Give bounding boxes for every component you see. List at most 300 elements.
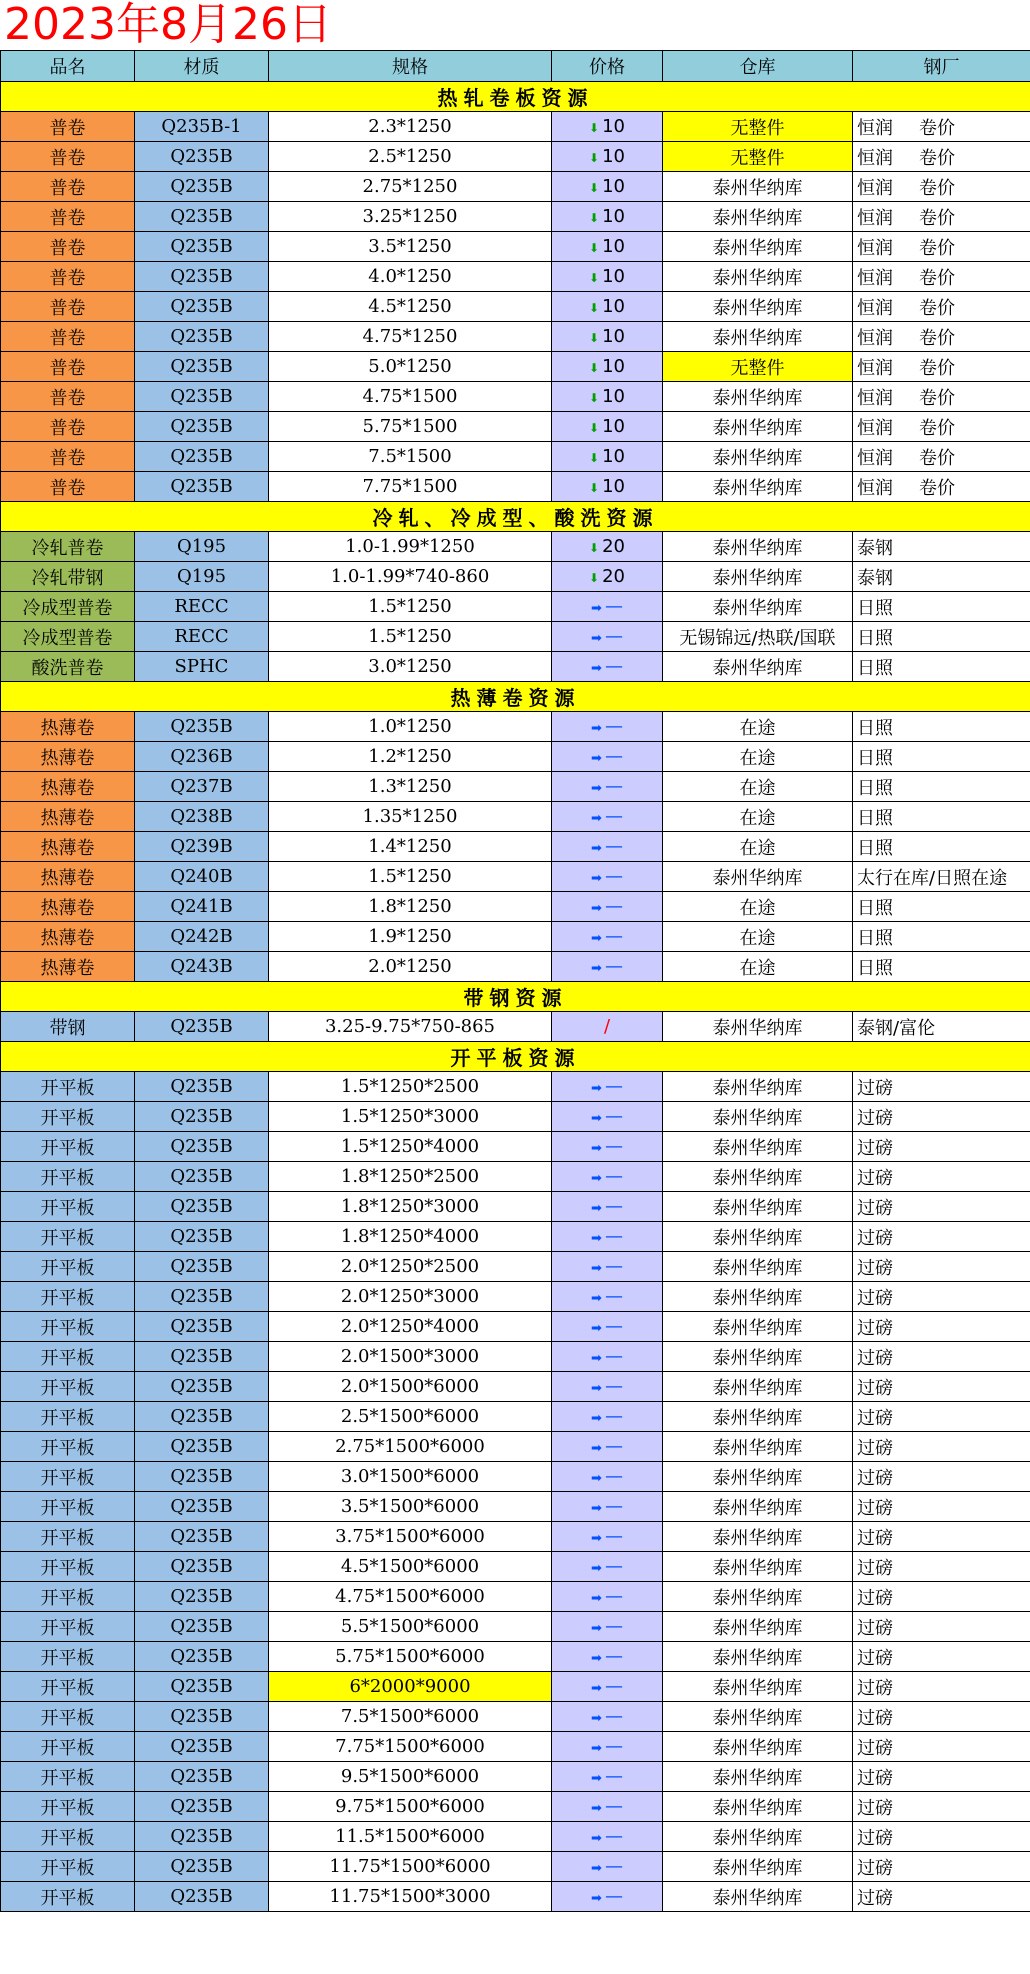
arrow-right-icon: ➡ xyxy=(591,631,602,646)
spec-cell: 3.0*1500*6000 xyxy=(269,1462,552,1492)
price-cell xyxy=(552,1582,663,1612)
spec-cell: 9.5*1500*6000 xyxy=(269,1762,552,1792)
warehouse-cell: 泰州华纳库 xyxy=(663,1432,853,1462)
mill-name: 恒润 xyxy=(857,117,893,139)
table-row xyxy=(1,592,1030,622)
mill-name: 过磅 xyxy=(857,1197,893,1219)
price-cell xyxy=(552,1732,663,1762)
header-row xyxy=(1,51,1030,82)
material-cell: Q236B xyxy=(135,742,269,772)
table-row xyxy=(1,1342,1030,1372)
price-cell xyxy=(552,532,663,562)
table-row xyxy=(1,1522,1030,1552)
mill-cell xyxy=(853,1012,1030,1042)
spec-cell: 2.0*1250*4000 xyxy=(269,1312,552,1342)
product-name-cell: 开平板 xyxy=(1,1882,135,1912)
price-change-value: 10 xyxy=(602,446,625,467)
spec-cell: 7.75*1500*6000 xyxy=(269,1732,552,1762)
price-cell xyxy=(552,352,663,382)
spec-cell: 1.0*1250 xyxy=(269,712,552,742)
material-cell: Q235B xyxy=(135,1582,269,1612)
spec-cell: 1.9*1250 xyxy=(269,922,552,952)
table-row xyxy=(1,892,1030,922)
price-change-value: — xyxy=(604,896,623,917)
warehouse-cell: 泰州华纳库 xyxy=(663,1522,853,1552)
table-row xyxy=(1,532,1030,562)
product-name-cell: 开平板 xyxy=(1,1192,135,1222)
mill-cell xyxy=(853,382,1030,412)
arrow-down-icon: ⬇ xyxy=(589,331,600,345)
warehouse-cell: 泰州华纳库 xyxy=(663,262,853,292)
price-cell xyxy=(552,862,663,892)
price-change-value: — xyxy=(604,776,623,797)
mill-name: 过磅 xyxy=(857,1077,893,1099)
table-row xyxy=(1,1492,1030,1522)
mill-cell xyxy=(853,1072,1030,1102)
material-cell: Q235B xyxy=(135,1852,269,1882)
warehouse-cell: 泰州华纳库 xyxy=(663,1162,853,1192)
material-cell: Q195 xyxy=(135,562,269,592)
warehouse-cell: 泰州华纳库 xyxy=(663,1072,853,1102)
table-row xyxy=(1,1012,1030,1042)
spec-cell: 3.5*1500*6000 xyxy=(269,1492,552,1522)
arrow-right-icon: ➡ xyxy=(591,1411,602,1426)
price-change-value: — xyxy=(604,1376,623,1397)
mill-name: 恒润 xyxy=(857,327,893,349)
price-change-value: 20 xyxy=(602,536,625,557)
mill-cell xyxy=(853,1312,1030,1342)
arrow-right-icon: ➡ xyxy=(591,1591,602,1606)
arrow-right-icon: ➡ xyxy=(591,1351,602,1366)
table-body xyxy=(1,82,1030,1912)
warehouse-cell: 在途 xyxy=(663,952,853,982)
section-header xyxy=(1,82,1030,112)
material-cell: Q238B xyxy=(135,802,269,832)
mill-cell xyxy=(853,1552,1030,1582)
spec-cell: 9.75*1500*6000 xyxy=(269,1792,552,1822)
price-change-value: 10 xyxy=(602,176,625,197)
price-change-value: — xyxy=(604,1166,623,1187)
warehouse-cell: 泰州华纳库 xyxy=(663,412,853,442)
spec-cell: 7.5*1500 xyxy=(269,442,552,472)
material-cell: Q235B xyxy=(135,1642,269,1672)
table-row xyxy=(1,1582,1030,1612)
mill-name: 过磅 xyxy=(857,1707,893,1729)
arrow-right-icon: ➡ xyxy=(591,1471,602,1486)
material-cell: Q235B-1 xyxy=(135,112,269,142)
spec-cell: 1.0-1.99*740-860 xyxy=(269,562,552,592)
material-cell: Q235B xyxy=(135,1792,269,1822)
price-cell xyxy=(552,1072,663,1102)
warehouse-cell: 泰州华纳库 xyxy=(663,1732,853,1762)
product-name-cell: 开平板 xyxy=(1,1552,135,1582)
product-name-cell: 热薄卷 xyxy=(1,712,135,742)
price-cell xyxy=(552,1132,663,1162)
spec-cell: 5.75*1500*6000 xyxy=(269,1642,552,1672)
price-cell xyxy=(552,1252,663,1282)
mill-name: 日照 xyxy=(857,747,893,769)
product-name-cell: 开平板 xyxy=(1,1282,135,1312)
warehouse-cell: 泰州华纳库 xyxy=(663,1762,853,1792)
warehouse-cell: 泰州华纳库 xyxy=(663,1342,853,1372)
price-cell xyxy=(552,1762,663,1792)
price-change-value: — xyxy=(604,1076,623,1097)
price-change-value: — xyxy=(604,1766,623,1787)
material-cell: Q241B xyxy=(135,892,269,922)
mill-cell xyxy=(853,862,1030,892)
price-cell xyxy=(552,1882,663,1912)
material-cell: RECC xyxy=(135,622,269,652)
material-cell: Q235B xyxy=(135,472,269,502)
mill-cell xyxy=(853,1282,1030,1312)
table-row xyxy=(1,1672,1030,1702)
material-cell: Q235B xyxy=(135,1012,269,1042)
arrow-down-icon: ⬇ xyxy=(589,361,600,375)
warehouse-cell: 在途 xyxy=(663,892,853,922)
arrow-down-icon: ⬇ xyxy=(589,541,600,555)
table-row xyxy=(1,652,1030,682)
product-name-cell: 普卷 xyxy=(1,442,135,472)
section-title: 热薄卷资源 xyxy=(1,682,1030,712)
warehouse-cell: 泰州华纳库 xyxy=(663,1492,853,1522)
section-title: 开平板资源 xyxy=(1,1042,1030,1072)
spec-cell: 1.3*1250 xyxy=(269,772,552,802)
arrow-right-icon: ➡ xyxy=(591,1891,602,1906)
material-cell: Q235B xyxy=(135,1732,269,1762)
price-cell xyxy=(552,1852,663,1882)
price-change-value: — xyxy=(604,806,623,827)
mill-cell xyxy=(853,922,1030,952)
material-cell: Q237B xyxy=(135,772,269,802)
price-cell xyxy=(552,1312,663,1342)
material-cell: Q242B xyxy=(135,922,269,952)
arrow-right-icon: ➡ xyxy=(591,1171,602,1186)
mill-name: 过磅 xyxy=(857,1347,893,1369)
price-cell xyxy=(552,202,663,232)
price-change-value: 10 xyxy=(602,266,625,287)
spec-cell: 3.25*1250 xyxy=(269,202,552,232)
price-change-value: 10 xyxy=(602,236,625,257)
mill-name: 过磅 xyxy=(857,1437,893,1459)
warehouse-cell: 泰州华纳库 xyxy=(663,1012,853,1042)
mill-name: 日照 xyxy=(857,657,893,679)
mill-cell xyxy=(853,202,1030,232)
price-cell xyxy=(552,1492,663,1522)
material-cell: Q235B xyxy=(135,1822,269,1852)
table-row xyxy=(1,1552,1030,1582)
material-cell: Q240B xyxy=(135,862,269,892)
table-row xyxy=(1,1372,1030,1402)
price-cell xyxy=(552,802,663,832)
price-change-value: — xyxy=(604,836,623,857)
price-change-value: 10 xyxy=(602,116,625,137)
product-name-cell: 冷轧带钢 xyxy=(1,562,135,592)
material-cell: Q235B xyxy=(135,1402,269,1432)
arrow-down-icon: ⬇ xyxy=(589,151,600,165)
warehouse-cell: 泰州华纳库 xyxy=(663,172,853,202)
price-cell xyxy=(552,922,663,952)
table-row xyxy=(1,112,1030,142)
price-cell xyxy=(552,562,663,592)
mill-cell xyxy=(853,1732,1030,1762)
mill-name: 过磅 xyxy=(857,1587,893,1609)
material-cell: Q235B xyxy=(135,1612,269,1642)
spec-cell: 11.5*1500*6000 xyxy=(269,1822,552,1852)
mill-cell xyxy=(853,262,1030,292)
mill-note: 卷价 xyxy=(919,207,955,229)
price-cell xyxy=(552,1432,663,1462)
material-cell: Q235B xyxy=(135,1702,269,1732)
spec-cell: 3.25-9.75*750-865 xyxy=(269,1012,552,1042)
arrow-right-icon: ➡ xyxy=(591,1381,602,1396)
product-name-cell: 普卷 xyxy=(1,112,135,142)
warehouse-cell: 泰州华纳库 xyxy=(663,592,853,622)
arrow-right-icon: ➡ xyxy=(591,1831,602,1846)
spec-cell: 2.5*1500*6000 xyxy=(269,1402,552,1432)
arrow-right-icon: ➡ xyxy=(591,1441,602,1456)
mill-cell xyxy=(853,442,1030,472)
section-header xyxy=(1,982,1030,1012)
mill-name: 日照 xyxy=(857,597,893,619)
material-cell: Q235B xyxy=(135,1342,269,1372)
price-change-value: 10 xyxy=(602,386,625,407)
mill-cell xyxy=(853,1432,1030,1462)
price-change-value: — xyxy=(604,1616,623,1637)
mill-name: 过磅 xyxy=(857,1767,893,1789)
mill-name: 过磅 xyxy=(857,1527,893,1549)
mill-name: 过磅 xyxy=(857,1407,893,1429)
price-cell xyxy=(552,712,663,742)
steel-price-table xyxy=(0,50,1030,1912)
price-change-value: — xyxy=(604,926,623,947)
mill-name: 过磅 xyxy=(857,1617,893,1639)
warehouse-cell: 泰州华纳库 xyxy=(663,532,853,562)
material-cell: Q235B xyxy=(135,1102,269,1132)
product-name-cell: 开平板 xyxy=(1,1162,135,1192)
arrow-right-icon: ➡ xyxy=(591,781,602,796)
material-cell: Q239B xyxy=(135,832,269,862)
mill-name: 过磅 xyxy=(857,1287,893,1309)
price-cell xyxy=(552,142,663,172)
arrow-down-icon: ⬇ xyxy=(589,391,600,405)
mill-name: 日照 xyxy=(857,957,893,979)
price-cell xyxy=(552,1822,663,1852)
header-price: 价格 xyxy=(552,51,663,82)
price-change-value: — xyxy=(604,1196,623,1217)
table-row xyxy=(1,1282,1030,1312)
product-name-cell: 冷轧普卷 xyxy=(1,532,135,562)
material-cell: Q235B xyxy=(135,1252,269,1282)
section-title: 热轧卷板资源 xyxy=(1,82,1030,112)
mill-name: 过磅 xyxy=(857,1737,893,1759)
arrow-right-icon: ➡ xyxy=(591,1741,602,1756)
table-row xyxy=(1,1822,1030,1852)
warehouse-cell: 泰州华纳库 xyxy=(663,1132,853,1162)
mill-name: 恒润 xyxy=(857,387,893,409)
arrow-right-icon: ➡ xyxy=(591,1261,602,1276)
table-row xyxy=(1,1192,1030,1222)
arrow-right-icon: ➡ xyxy=(591,1141,602,1156)
price-cell xyxy=(552,382,663,412)
material-cell: Q235B xyxy=(135,172,269,202)
table-row xyxy=(1,562,1030,592)
mill-cell xyxy=(853,1162,1030,1192)
table-row xyxy=(1,142,1030,172)
price-cell xyxy=(552,1012,663,1042)
price-change-value: — xyxy=(604,1886,623,1907)
material-cell: Q235B xyxy=(135,262,269,292)
table-row xyxy=(1,1642,1030,1672)
price-cell xyxy=(552,1342,663,1372)
mill-cell xyxy=(853,1792,1030,1822)
product-name-cell: 开平板 xyxy=(1,1612,135,1642)
price-change-value: — xyxy=(604,866,623,887)
mill-name: 恒润 xyxy=(857,177,893,199)
price-cell xyxy=(552,232,663,262)
material-cell: Q235B xyxy=(135,1312,269,1342)
spec-cell: 3.75*1500*6000 xyxy=(269,1522,552,1552)
price-cell xyxy=(552,1552,663,1582)
mill-note: 卷价 xyxy=(919,177,955,199)
material-cell: Q235B xyxy=(135,1762,269,1792)
material-cell: Q235B xyxy=(135,1282,269,1312)
product-name-cell: 开平板 xyxy=(1,1642,135,1672)
warehouse-cell: 在途 xyxy=(663,742,853,772)
header-spec: 规格 xyxy=(269,51,552,82)
price-change-value: — xyxy=(604,1736,623,1757)
table-row xyxy=(1,1852,1030,1882)
product-name-cell: 开平板 xyxy=(1,1762,135,1792)
price-change-value: 10 xyxy=(602,416,625,437)
material-cell: Q235B xyxy=(135,1462,269,1492)
mill-cell xyxy=(853,1222,1030,1252)
table-row xyxy=(1,1252,1030,1282)
product-name-cell: 开平板 xyxy=(1,1342,135,1372)
price-change-value: — xyxy=(604,1136,623,1157)
spec-cell: 1.5*1250 xyxy=(269,622,552,652)
material-cell: Q235B xyxy=(135,142,269,172)
warehouse-cell: 泰州华纳库 xyxy=(663,1102,853,1132)
table-row xyxy=(1,952,1030,982)
warehouse-cell: 无整件 xyxy=(663,142,853,172)
spec-cell: 2.5*1250 xyxy=(269,142,552,172)
product-name-cell: 开平板 xyxy=(1,1222,135,1252)
mill-name: 过磅 xyxy=(857,1797,893,1819)
mill-name: 过磅 xyxy=(857,1467,893,1489)
mill-name: 恒润 xyxy=(857,267,893,289)
arrow-right-icon: ➡ xyxy=(591,1651,602,1666)
warehouse-cell: 泰州华纳库 xyxy=(663,1252,853,1282)
mill-name: 过磅 xyxy=(857,1497,893,1519)
price-cell xyxy=(552,1702,663,1732)
product-name-cell: 普卷 xyxy=(1,382,135,412)
price-change-value: — xyxy=(604,1586,623,1607)
arrow-right-icon: ➡ xyxy=(591,1861,602,1876)
mill-name: 过磅 xyxy=(857,1167,893,1189)
product-name-cell: 开平板 xyxy=(1,1492,135,1522)
table-row xyxy=(1,1612,1030,1642)
material-cell: Q235B xyxy=(135,442,269,472)
price-change-value: — xyxy=(604,1706,623,1727)
price-change-value: — xyxy=(604,1676,623,1697)
table-row xyxy=(1,712,1030,742)
table-row xyxy=(1,1432,1030,1462)
spec-cell: 1.8*1250 xyxy=(269,892,552,922)
mill-note: 卷价 xyxy=(919,267,955,289)
spec-cell: 1.4*1250 xyxy=(269,832,552,862)
product-name-cell: 开平板 xyxy=(1,1402,135,1432)
price-change-value: — xyxy=(604,1856,623,1877)
table-row xyxy=(1,382,1030,412)
table-row xyxy=(1,172,1030,202)
arrow-right-icon: ➡ xyxy=(591,841,602,856)
warehouse-cell: 无整件 xyxy=(663,352,853,382)
mill-cell xyxy=(853,1462,1030,1492)
price-change-value: 10 xyxy=(602,476,625,497)
spec-cell: 4.5*1500*6000 xyxy=(269,1552,552,1582)
spec-cell: 2.0*1250*3000 xyxy=(269,1282,552,1312)
spec-cell: 11.75*1500*6000 xyxy=(269,1852,552,1882)
product-name-cell: 普卷 xyxy=(1,472,135,502)
arrow-down-icon: ⬇ xyxy=(589,301,600,315)
product-name-cell: 开平板 xyxy=(1,1702,135,1732)
table-row xyxy=(1,1312,1030,1342)
arrow-right-icon: ➡ xyxy=(591,931,602,946)
product-name-cell: 普卷 xyxy=(1,352,135,382)
mill-cell xyxy=(853,562,1030,592)
mill-cell xyxy=(853,292,1030,322)
mill-note: 卷价 xyxy=(919,417,955,439)
spec-cell: 2.0*1500*6000 xyxy=(269,1372,552,1402)
table-row xyxy=(1,352,1030,382)
price-change-value: — xyxy=(604,1466,623,1487)
price-change-value: — xyxy=(604,1436,623,1457)
warehouse-cell: 无锡锦远/热联/国联 xyxy=(663,622,853,652)
table-row xyxy=(1,1402,1030,1432)
spec-cell: 4.0*1250 xyxy=(269,262,552,292)
price-cell xyxy=(552,1372,663,1402)
price-change-value: — xyxy=(604,626,623,647)
price-cell xyxy=(552,652,663,682)
table-row xyxy=(1,442,1030,472)
product-name-cell: 普卷 xyxy=(1,172,135,202)
mill-name: 日照 xyxy=(857,927,893,949)
warehouse-cell: 泰州华纳库 xyxy=(663,1192,853,1222)
mill-cell xyxy=(853,1822,1030,1852)
arrow-right-icon: ➡ xyxy=(591,1111,602,1126)
arrow-right-icon: ➡ xyxy=(591,751,602,766)
price-cell xyxy=(552,442,663,472)
product-name-cell: 开平板 xyxy=(1,1822,135,1852)
price-change-value: — xyxy=(604,1316,623,1337)
warehouse-cell: 泰州华纳库 xyxy=(663,382,853,412)
warehouse-cell: 泰州华纳库 xyxy=(663,442,853,472)
mill-cell xyxy=(853,622,1030,652)
warehouse-cell: 泰州华纳库 xyxy=(663,1462,853,1492)
mill-name: 过磅 xyxy=(857,1647,893,1669)
warehouse-cell: 泰州华纳库 xyxy=(663,472,853,502)
arrow-right-icon: ➡ xyxy=(591,1201,602,1216)
mill-name: 太行在库/日照在途 xyxy=(857,867,1008,889)
product-name-cell: 普卷 xyxy=(1,292,135,322)
mill-name: 日照 xyxy=(857,717,893,739)
mill-cell xyxy=(853,1522,1030,1552)
arrow-right-icon: ➡ xyxy=(591,1801,602,1816)
section-title: 冷轧、冷成型、酸洗资源 xyxy=(1,502,1030,532)
price-change-value: 10 xyxy=(602,326,625,347)
price-cell xyxy=(552,472,663,502)
table-row xyxy=(1,472,1030,502)
